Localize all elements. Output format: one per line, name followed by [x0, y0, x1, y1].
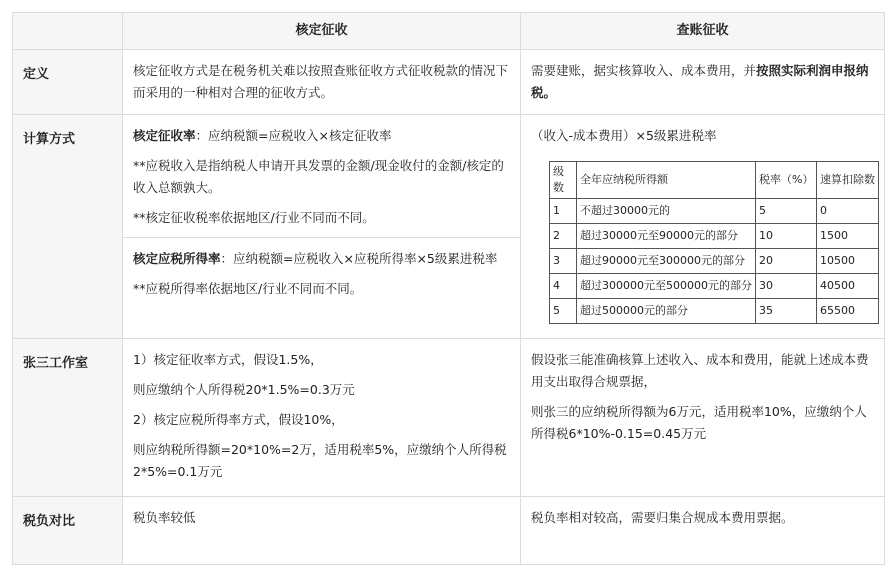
tax-cell-deduction: 1500: [817, 224, 879, 249]
zhangsan-cz-line1: 假设张三能准确核算上述收入、成本和费用，能就上述成本费用支出取得合规票据，: [531, 352, 869, 389]
tax-cell-income: 超过30000元至90000元的部分: [577, 224, 756, 249]
row-zhangsan: [13, 339, 885, 497]
tax-table-header: [550, 162, 879, 199]
definition-cz-text: [531, 60, 874, 104]
calc-hd1-formula: [133, 125, 510, 147]
calc-hd-income-block: [123, 237, 520, 310]
definition-cz-plain: 需要建账，据实核算收入、成本费用，并: [531, 63, 757, 78]
cell-burden-cz: [521, 497, 885, 565]
calc-hd1-note2: **核定征收税率依据地区/行业不同而不同。: [133, 210, 375, 225]
row-calc: [13, 115, 885, 339]
tax-cell-income: 不超过30000元的: [577, 199, 756, 224]
calc-hd1-note1: **应税收入是指纳税人申请开具发票的金额/现金收付的金额/核定的收入总额孰大。: [133, 158, 504, 195]
burden-cz-text: 税负率相对较高，需要归集合规成本费用票据。: [531, 510, 794, 525]
tax-rate-table: [549, 161, 879, 324]
definition-hd-text: 核定征收方式是在税务机关难以按照查账征收方式征收税款的情况下而采用的一种相对合理的征收方式。: [133, 63, 509, 100]
calc-cz-formula: （收入-成本费用）×5级累进税率: [531, 128, 717, 143]
tax-cell-rate: 5: [756, 199, 817, 224]
row-label-calc: 计算方式: [13, 115, 123, 339]
cell-calc-cz: [521, 115, 885, 339]
tax-cell-rate: 10: [756, 224, 817, 249]
tax-table-row: [550, 199, 879, 224]
tax-header-deduction: 速算扣除数: [817, 162, 879, 199]
tax-cell-rate: 20: [756, 249, 817, 274]
tax-cell-level: 4: [550, 274, 577, 299]
row-label-definition: 定义: [13, 50, 123, 115]
tax-header-income: 全年应纳税所得额: [577, 162, 756, 199]
row-label-zhangsan: 张三工作室: [13, 339, 123, 497]
tax-cell-income: 超过90000元至300000元的部分: [577, 249, 756, 274]
header-blank: [13, 13, 123, 50]
tax-cell-deduction: 0: [817, 199, 879, 224]
calc-hd2-bold: 核定应税所得率: [133, 251, 221, 266]
cell-definition-hd: [123, 50, 521, 115]
tax-table-row: [550, 249, 879, 274]
tax-header-level: 级数: [550, 162, 577, 199]
definition-cz-bold: 按照实际利润申报纳税。: [531, 63, 869, 100]
cell-zhangsan-hd: [123, 339, 521, 497]
calc-hd1-bold: 核定征收率: [133, 128, 196, 143]
calc-hd-rate-block: [123, 115, 520, 237]
tax-cell-rate: 35: [756, 299, 817, 324]
calc-hd2-text: ：应纳税额=应税收入×应税所得率×5级累进税率: [220, 251, 498, 266]
cell-burden-hd: [123, 497, 521, 565]
zhangsan-hd-line4: 则应纳税所得额=20*10%=2万，适用税率5%，应缴纳个人所得税2*5%=0.1万元: [133, 442, 507, 479]
tax-cell-deduction: 65500: [817, 299, 879, 324]
row-definition: [13, 50, 885, 115]
cell-definition-cz: [521, 50, 885, 115]
zhangsan-cz-line2: 则张三的应纳税所得额为6万元，适用税率10%，应缴纳个人所得税6*10%-0.15=0.45万元: [531, 404, 867, 441]
row-label-tax-burden: 税负对比: [13, 497, 123, 565]
zhangsan-hd-line2: 则应缴纳个人所得税20*1.5%=0.3万元: [133, 382, 355, 397]
tax-cell-income: 超过300000元至500000元的部分: [577, 274, 756, 299]
tax-cell-rate: 30: [756, 274, 817, 299]
tax-cell-level: 1: [550, 199, 577, 224]
tax-cell-deduction: 40500: [817, 274, 879, 299]
calc-hd2-note: **应税所得率依据地区/行业不同而不同。: [133, 281, 363, 296]
tax-cell-level: 5: [550, 299, 577, 324]
tax-table-row: [550, 299, 879, 324]
calc-hd1-text: ：应纳税额=应税收入×核定征收率: [195, 128, 392, 143]
calc-hd2-formula: [133, 248, 510, 270]
burden-hd-text: 税负率较低: [133, 510, 196, 525]
header-hedingzhengshou: 核定征收: [123, 13, 521, 50]
tax-cell-deduction: 10500: [817, 249, 879, 274]
tax-table-row: [550, 274, 879, 299]
header-row: [13, 13, 885, 50]
cell-calc-hd: [123, 115, 521, 339]
header-chazhangzhengshou: 查账征收: [521, 13, 885, 50]
tax-cell-income: 超过500000元的部分: [577, 299, 756, 324]
tax-cell-level: 3: [550, 249, 577, 274]
row-tax-burden: [13, 497, 885, 565]
tax-header-rate: 税率（%）: [756, 162, 817, 199]
tax-table-row: [550, 224, 879, 249]
zhangsan-hd-line1: 1）核定征收率方式，假设1.5%，: [133, 352, 323, 367]
zhangsan-hd-line3: 2）核定应税所得率方式，假设10%，: [133, 412, 344, 427]
tax-cell-level: 2: [550, 224, 577, 249]
cell-zhangsan-cz: [521, 339, 885, 497]
comparison-table: [12, 12, 885, 565]
